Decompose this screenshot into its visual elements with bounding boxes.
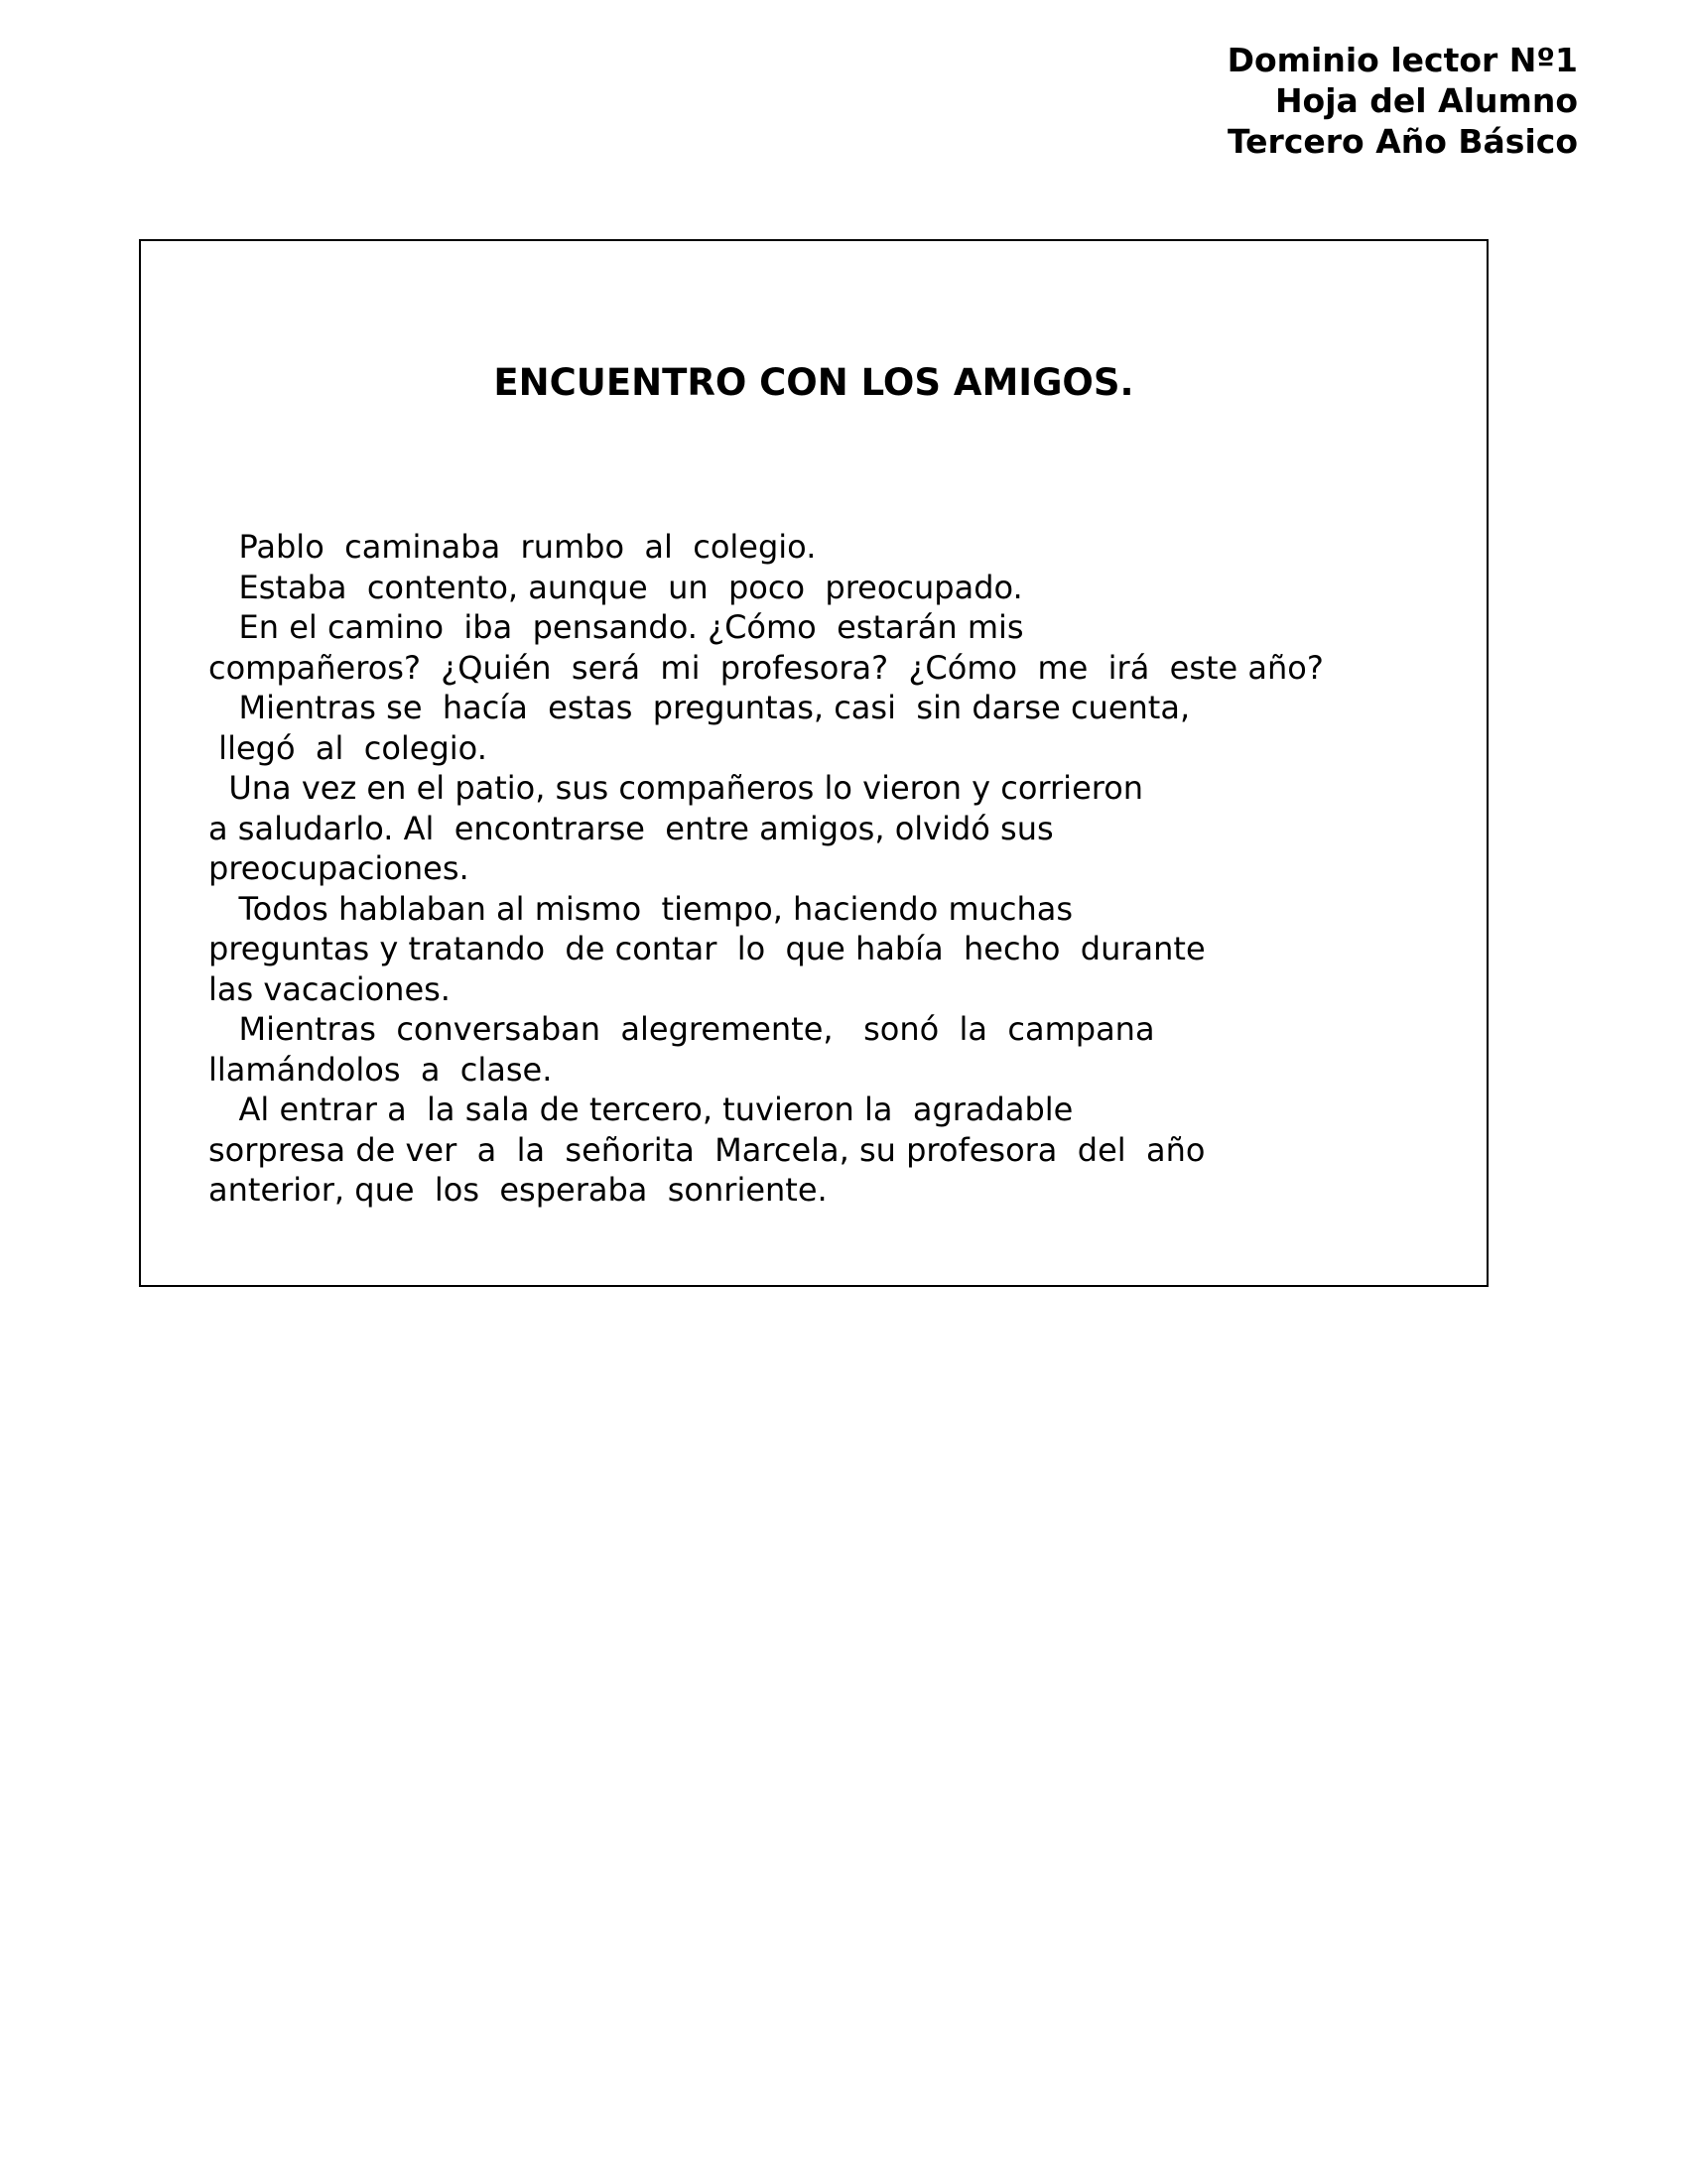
story-line: Todos hablaban al mismo tiempo, haciendo muchas bbox=[208, 889, 1074, 928]
story-line: llegó al colegio. bbox=[208, 728, 487, 767]
header-line-test-name: Dominio lector Nº1 bbox=[1227, 41, 1578, 79]
story-line: sorpresa de ver a la señorita Marcela, su profesora del año bbox=[208, 1130, 1206, 1169]
story-line: preguntas y tratando de contar lo que había hecho durante bbox=[208, 930, 1206, 967]
story-line: llamándolos a clase. bbox=[208, 1050, 553, 1089]
story-title: ENCUENTRO CON LOS AMIGOS. bbox=[493, 361, 1134, 404]
header-line-sheet-type: Hoja del Alumno bbox=[1274, 81, 1578, 120]
document-header bbox=[1228, 40, 1578, 162]
reading-passage-box bbox=[139, 239, 1489, 1287]
story-line: anterior, que los esperaba sonriente. bbox=[208, 1171, 828, 1209]
story-line: las vacaciones. bbox=[208, 969, 451, 1008]
story-line: compañeros? ¿Quién será mi profesora? ¿Cómo me irá este año? bbox=[208, 648, 1324, 687]
header-line-grade-level: Tercero Año Básico bbox=[1228, 122, 1578, 161]
story-line: En el camino iba pensando. ¿Cómo estarán mis bbox=[208, 608, 1024, 646]
story-line: Pablo caminaba rumbo al colegio. bbox=[208, 528, 817, 566]
story-body bbox=[208, 527, 1324, 1211]
story-line: Mientras conversaban alegremente, sonó la campana bbox=[208, 1010, 1155, 1048]
story-line: a saludarlo. Al encontrarse entre amigos, olvidó sus bbox=[208, 809, 1054, 847]
story-line: preocupaciones. bbox=[208, 849, 469, 887]
story-line: Al entrar a la sala de tercero, tuvieron la agradable bbox=[208, 1091, 1074, 1128]
story-line: Estaba contento, aunque un poco preocupado. bbox=[208, 568, 1023, 606]
story-line: Una vez en el patio, sus compañeros lo vieron y corrieron bbox=[208, 769, 1144, 807]
story-line: Mientras se hacía estas preguntas, casi sin darse cuenta, bbox=[208, 689, 1191, 726]
